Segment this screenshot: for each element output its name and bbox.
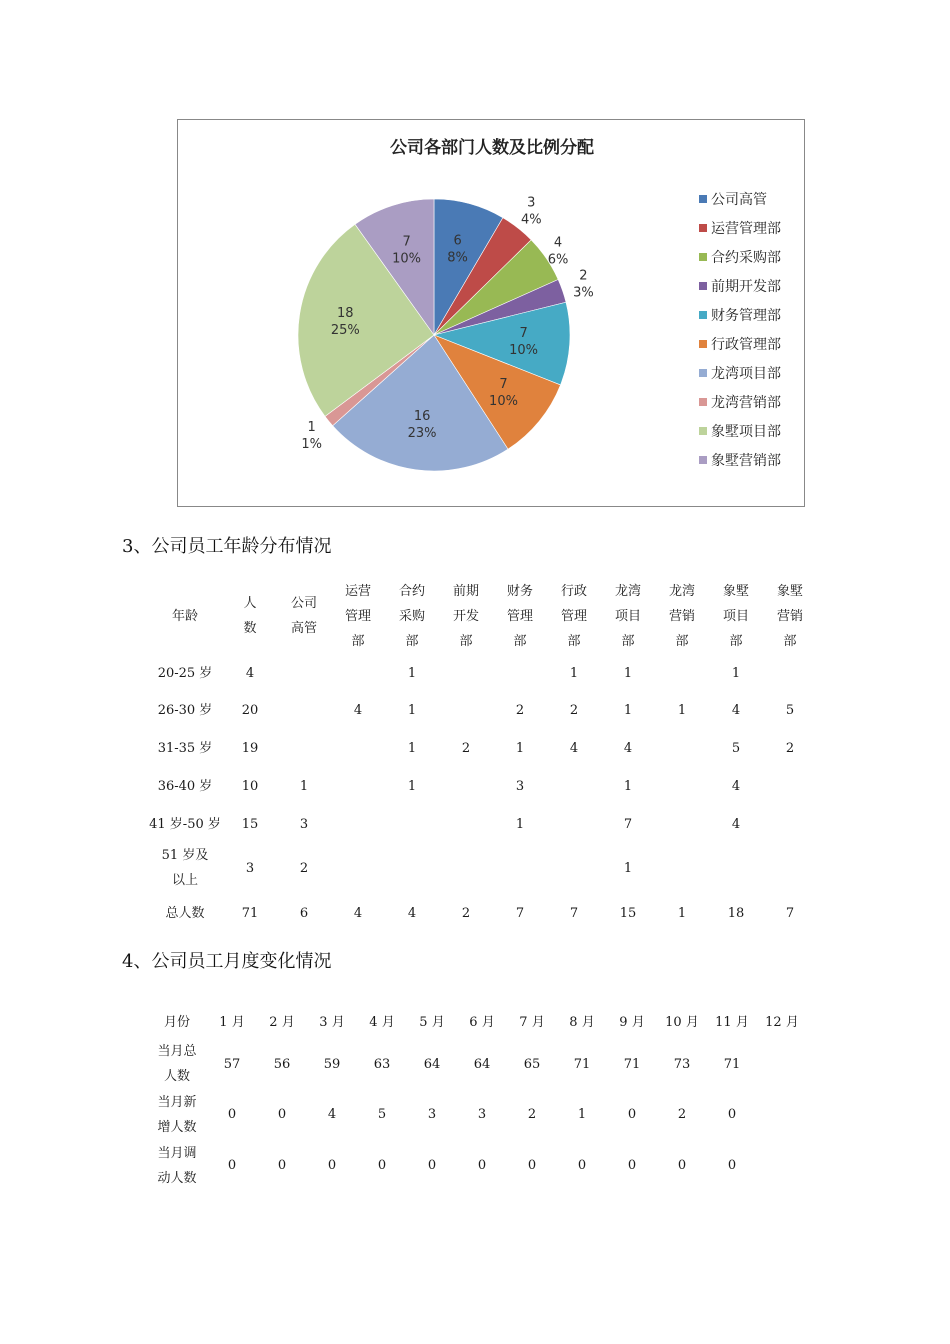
table-cell bbox=[277, 691, 331, 729]
legend-label: 象墅项目部 bbox=[711, 424, 781, 440]
table-cell bbox=[709, 843, 763, 893]
table-cell bbox=[331, 729, 385, 767]
table-cell bbox=[655, 843, 709, 893]
table-cell: 合约 采购 部 bbox=[398, 583, 425, 649]
table-header-row bbox=[147, 1005, 807, 1039]
table-cell: 4 bbox=[327, 1107, 337, 1122]
table-cell: 当月调 动人数 bbox=[157, 1145, 197, 1186]
table-cell: 象墅 项目 部 bbox=[722, 583, 749, 649]
table-cell: 1 bbox=[623, 860, 633, 876]
slice-value-label: 4 bbox=[553, 235, 563, 251]
legend-swatch bbox=[699, 398, 707, 406]
slice-percent-label: 10% bbox=[509, 343, 539, 358]
table-cell: 8 月 bbox=[569, 1014, 595, 1030]
table-cell bbox=[655, 767, 709, 805]
table-cell bbox=[439, 767, 493, 805]
table-cell: 1 bbox=[407, 740, 417, 756]
table-cell: 4 bbox=[569, 740, 579, 756]
table-cell: 1 bbox=[577, 1107, 587, 1122]
table-cell: 0 bbox=[477, 1158, 487, 1173]
table-cell: 6 月 bbox=[469, 1014, 495, 1030]
legend-swatch bbox=[699, 224, 707, 232]
chart-title: 公司各部门人数及比例分配 bbox=[390, 138, 594, 158]
table-cell: 7 bbox=[569, 905, 579, 921]
table-cell: 12 月 bbox=[765, 1014, 799, 1030]
table-cell: 4 bbox=[731, 816, 741, 832]
table-cell bbox=[547, 843, 601, 893]
table-cell: 0 bbox=[527, 1158, 537, 1173]
slice-percent-label: 25% bbox=[330, 323, 360, 339]
table-cell: 56 bbox=[273, 1056, 291, 1072]
table-cell: 4 bbox=[407, 905, 417, 921]
table-cell: 31-35 岁 bbox=[157, 740, 213, 756]
table-cell: 0 bbox=[727, 1107, 737, 1122]
slice-percent-label: 3% bbox=[573, 285, 594, 301]
table-row bbox=[147, 1039, 807, 1089]
table-cell: 总人数 bbox=[165, 905, 205, 921]
table-cell: 3 bbox=[477, 1107, 487, 1122]
table-cell: 2 bbox=[461, 740, 471, 756]
slice-value-label: 2 bbox=[579, 268, 588, 284]
table-cell: 2 bbox=[527, 1107, 537, 1122]
pie-chart bbox=[177, 119, 805, 507]
slice-value-label: 7 bbox=[519, 326, 528, 341]
table-cell bbox=[493, 843, 547, 893]
table-cell: 1 月 bbox=[219, 1014, 245, 1030]
table-cell: 运营 管理 部 bbox=[344, 583, 371, 649]
table-cell: 5 bbox=[785, 702, 795, 718]
table-row bbox=[147, 691, 817, 729]
table-cell: 10 bbox=[241, 778, 259, 794]
table-cell: 1 bbox=[569, 665, 579, 681]
table-cell bbox=[331, 655, 385, 691]
table-cell: 73 bbox=[673, 1056, 691, 1072]
table-cell bbox=[385, 805, 439, 843]
table-cell: 0 bbox=[377, 1158, 387, 1173]
table-cell: 2 bbox=[461, 905, 471, 921]
table-cell: 71 bbox=[623, 1056, 641, 1072]
table-cell: 1 bbox=[407, 778, 417, 794]
table-cell: 0 bbox=[577, 1158, 587, 1173]
legend-label: 前期开发部 bbox=[711, 279, 781, 295]
table-cell: 15 bbox=[241, 816, 259, 832]
table-cell: 41 岁-50 岁 bbox=[149, 816, 221, 832]
legend-swatch bbox=[699, 311, 707, 319]
legend-label: 龙湾营销部 bbox=[711, 395, 781, 411]
slice-value-label: 1 bbox=[307, 420, 316, 436]
slice-value-label: 18 bbox=[337, 306, 354, 322]
table-row bbox=[147, 655, 817, 691]
table-cell bbox=[655, 805, 709, 843]
legend-swatch bbox=[699, 427, 707, 435]
table-cell: 19 bbox=[241, 740, 259, 756]
slice-value-label: 7 bbox=[499, 376, 508, 392]
table-cell bbox=[757, 1140, 807, 1191]
table-cell: 当月新 增人数 bbox=[157, 1094, 197, 1135]
table-cell: 3 bbox=[299, 816, 309, 832]
table-cell: 36-40 岁 bbox=[157, 778, 213, 794]
slice-value-label: 3 bbox=[527, 195, 536, 211]
table-cell: 4 bbox=[353, 905, 363, 921]
table-cell: 64 bbox=[423, 1056, 441, 1072]
table-cell: 公司 高管 bbox=[290, 596, 317, 636]
slice-percent-label: 8% bbox=[447, 250, 468, 266]
legend-label: 运营管理部 bbox=[711, 221, 781, 237]
table-cell bbox=[763, 767, 817, 805]
table-cell: 4 bbox=[623, 740, 633, 756]
table-cell: 9 月 bbox=[619, 1014, 645, 1030]
table-cell: 7 月 bbox=[519, 1014, 545, 1030]
table-cell: 1 bbox=[623, 702, 633, 718]
table-cell: 20-25 岁 bbox=[157, 665, 213, 681]
legend-swatch bbox=[699, 282, 707, 290]
table-cell: 前期 开发 部 bbox=[452, 583, 479, 649]
table-cell: 18 bbox=[727, 905, 745, 921]
slice-percent-label: 1% bbox=[301, 437, 323, 453]
section-3-heading: 3、公司员工年龄分布情况 bbox=[122, 536, 332, 557]
legend-label: 财务管理部 bbox=[711, 308, 781, 324]
table-cell: 3 bbox=[515, 778, 525, 794]
table-cell: 59 bbox=[323, 1056, 341, 1072]
table-cell: 0 bbox=[727, 1158, 737, 1173]
table-cell: 2 bbox=[677, 1107, 687, 1122]
table-cell: 0 bbox=[277, 1107, 287, 1122]
table-cell: 0 bbox=[277, 1158, 287, 1173]
table-cell: 1 bbox=[677, 905, 687, 921]
table-cell: 财务 管理 部 bbox=[506, 583, 533, 649]
table-cell bbox=[757, 1089, 807, 1140]
table-cell bbox=[655, 655, 709, 691]
table-cell: 2 bbox=[515, 702, 525, 718]
table-header-row bbox=[147, 577, 817, 655]
slice-value-label: 16 bbox=[413, 409, 431, 424]
table-cell: 3 月 bbox=[319, 1014, 345, 1030]
table-cell: 1 bbox=[407, 702, 417, 718]
table-cell: 11 月 bbox=[715, 1014, 749, 1030]
table-cell: 71 bbox=[241, 905, 259, 921]
table-cell: 51 岁及 以上 bbox=[161, 848, 209, 888]
table-cell: 龙湾 营销 部 bbox=[668, 583, 695, 649]
table-row bbox=[147, 1089, 807, 1140]
table-cell bbox=[439, 843, 493, 893]
table-cell: 人 数 bbox=[243, 596, 257, 636]
table-cell bbox=[331, 843, 385, 893]
table-cell bbox=[757, 1039, 807, 1089]
table-cell: 0 bbox=[677, 1158, 687, 1173]
table-cell bbox=[655, 729, 709, 767]
table-cell: 6 bbox=[299, 905, 309, 921]
table-cell: 2 bbox=[299, 860, 309, 876]
legend-label: 行政管理部 bbox=[711, 337, 781, 353]
table-row bbox=[147, 893, 817, 933]
pie-chart-svg bbox=[178, 120, 806, 508]
table-cell: 26-30 岁 bbox=[157, 702, 213, 718]
table-cell: 20 bbox=[241, 702, 259, 718]
legend-label: 龙湾项目部 bbox=[711, 366, 781, 382]
table-cell: 57 bbox=[223, 1056, 241, 1072]
table-cell: 龙湾 项目 部 bbox=[614, 583, 641, 649]
slice-value-label: 6 bbox=[453, 233, 462, 249]
table-cell: 71 bbox=[723, 1056, 741, 1072]
table-cell: 象墅 营销 部 bbox=[776, 583, 803, 649]
table-cell: 1 bbox=[731, 665, 741, 681]
slice-percent-label: 10% bbox=[489, 393, 518, 409]
table-cell: 年龄 bbox=[171, 608, 198, 624]
table-cell: 当月总 人数 bbox=[157, 1044, 197, 1084]
slice-percent-label: 4% bbox=[520, 212, 542, 228]
table-cell bbox=[763, 843, 817, 893]
table-cell: 0 bbox=[627, 1107, 637, 1122]
table-cell: 0 bbox=[427, 1158, 437, 1173]
table-cell: 0 bbox=[627, 1158, 637, 1173]
section-4-heading: 4、公司员工月度变化情况 bbox=[122, 951, 332, 972]
legend-label: 公司高管 bbox=[711, 192, 767, 208]
table-cell: 63 bbox=[373, 1056, 391, 1072]
table-cell: 4 bbox=[245, 665, 255, 681]
table-cell: 1 bbox=[515, 816, 525, 832]
table-cell: 2 bbox=[785, 740, 795, 756]
table-cell: 行政 管理 部 bbox=[560, 583, 587, 649]
table-cell bbox=[331, 805, 385, 843]
table-cell bbox=[763, 805, 817, 843]
table-cell: 2 bbox=[569, 702, 579, 718]
table-cell bbox=[493, 655, 547, 691]
table-row bbox=[147, 805, 817, 843]
table-cell bbox=[547, 805, 601, 843]
table-cell bbox=[277, 729, 331, 767]
legend-swatch bbox=[699, 456, 707, 464]
table-cell bbox=[439, 655, 493, 691]
table-row bbox=[147, 843, 817, 893]
legend-label: 象墅营销部 bbox=[711, 453, 781, 469]
table-cell: 65 bbox=[523, 1056, 541, 1072]
table-cell: 0 bbox=[227, 1158, 237, 1173]
table-cell bbox=[277, 655, 331, 691]
table-cell: 7 bbox=[623, 816, 633, 832]
monthly-change-table bbox=[147, 1005, 807, 1191]
table-cell: 64 bbox=[473, 1056, 491, 1072]
legend-swatch bbox=[699, 340, 707, 348]
legend-swatch bbox=[699, 195, 707, 203]
slice-percent-label: 6% bbox=[547, 252, 569, 268]
table-row bbox=[147, 767, 817, 805]
table-cell: 3 bbox=[427, 1107, 437, 1122]
table-cell: 0 bbox=[327, 1158, 337, 1173]
slice-percent-label: 23% bbox=[407, 426, 437, 441]
table-cell: 5 bbox=[731, 740, 741, 756]
table-cell: 4 bbox=[353, 702, 363, 718]
table-cell: 1 bbox=[299, 778, 309, 794]
table-cell bbox=[547, 767, 601, 805]
legend-swatch bbox=[699, 369, 707, 377]
legend-swatch bbox=[699, 253, 707, 261]
table-cell bbox=[439, 691, 493, 729]
table-cell: 4 bbox=[731, 778, 741, 794]
table-cell: 3 bbox=[245, 860, 255, 876]
table-cell: 5 bbox=[377, 1107, 387, 1122]
table-cell: 4 bbox=[731, 702, 741, 718]
table-cell: 5 月 bbox=[419, 1014, 445, 1030]
legend-label: 合约采购部 bbox=[711, 250, 781, 266]
table-cell: 1 bbox=[677, 702, 687, 718]
slice-value-label: 7 bbox=[402, 234, 411, 250]
table-cell: 4 月 bbox=[369, 1014, 395, 1030]
table-cell: 10 月 bbox=[665, 1014, 699, 1030]
table-cell bbox=[331, 767, 385, 805]
table-cell: 15 bbox=[619, 905, 637, 921]
slice-percent-label: 10% bbox=[392, 251, 422, 267]
table-cell bbox=[439, 805, 493, 843]
table-row bbox=[147, 729, 817, 767]
age-distribution-table bbox=[147, 577, 817, 933]
table-cell: 月份 bbox=[163, 1014, 190, 1030]
table-cell: 1 bbox=[623, 665, 633, 681]
table-cell: 7 bbox=[785, 905, 795, 921]
table-cell: 1 bbox=[515, 740, 525, 756]
table-cell: 71 bbox=[573, 1056, 591, 1072]
table-cell: 1 bbox=[407, 665, 417, 681]
table-cell bbox=[763, 655, 817, 691]
table-row bbox=[147, 1140, 807, 1191]
table-cell: 0 bbox=[227, 1107, 237, 1122]
table-cell: 1 bbox=[623, 778, 633, 794]
table-cell: 2 月 bbox=[269, 1014, 295, 1030]
table-cell bbox=[385, 843, 439, 893]
table-cell: 7 bbox=[515, 905, 525, 921]
